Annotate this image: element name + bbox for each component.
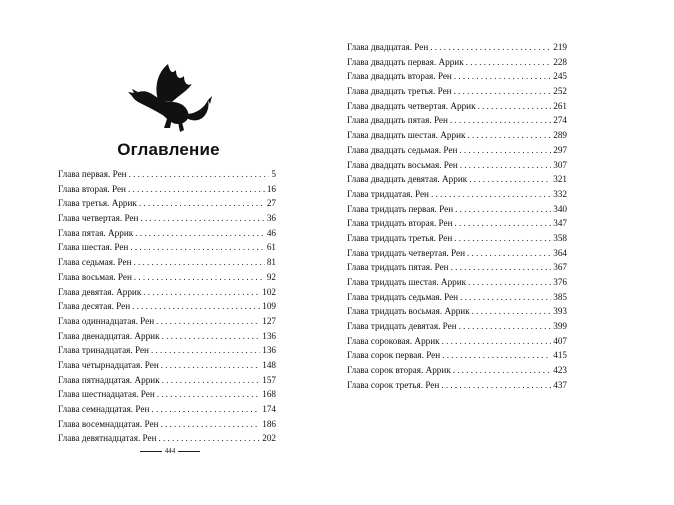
toc-entry[interactable] <box>347 231 567 246</box>
dot-leader <box>460 290 551 305</box>
chapter-label: Глава девятнадцатая. Рен <box>58 433 157 444</box>
dot-leader <box>140 211 264 226</box>
chapter-label: Глава тридцать четвертая. Рен <box>347 247 466 258</box>
toc-entry[interactable] <box>347 128 567 143</box>
page-number: 332 <box>553 188 567 199</box>
toc-entry[interactable] <box>58 358 276 373</box>
page-number: 252 <box>553 86 567 97</box>
dot-leader <box>161 417 261 432</box>
dot-leader <box>472 304 552 319</box>
chapter-label: Глава восьмая. Рен <box>58 271 132 282</box>
toc-entry[interactable] <box>347 275 567 290</box>
page-number: 136 <box>262 345 276 356</box>
toc-entry[interactable] <box>58 417 276 432</box>
dot-leader <box>134 255 265 270</box>
toc-entry[interactable] <box>347 143 567 158</box>
folio-number: 444 <box>164 447 176 455</box>
page-number: 358 <box>553 232 567 243</box>
toc-entry[interactable] <box>58 211 276 226</box>
page-number: 385 <box>553 291 567 302</box>
dot-leader <box>162 373 261 388</box>
chapter-label: Глава двадцать восьмая. Рен <box>347 159 458 170</box>
chapter-label: Глава тридцать третья. Рен <box>347 232 453 243</box>
dot-leader <box>134 270 265 285</box>
toc-entry[interactable] <box>347 187 567 202</box>
chapter-label: Глава тридцать шестая. Аррик <box>347 277 467 287</box>
page-number: 16 <box>266 183 276 194</box>
toc-entry[interactable] <box>347 334 567 349</box>
toc-entry[interactable] <box>347 172 567 187</box>
dot-leader <box>459 319 552 334</box>
dot-leader <box>454 84 552 99</box>
chapter-label: Глава четырнадцатая. Рен <box>58 359 159 370</box>
page-number: 228 <box>553 56 567 67</box>
page-number: 109 <box>262 301 276 312</box>
toc-entry[interactable] <box>347 260 567 275</box>
page-title: Оглавление <box>117 140 220 159</box>
dot-leader <box>151 343 260 358</box>
dragon-icon <box>128 56 214 136</box>
page-number: 148 <box>262 359 276 370</box>
chapter-label: Глава двадцать четвертая. Аррик <box>347 100 476 111</box>
page-number: 127 <box>262 315 276 326</box>
toc-entry[interactable] <box>347 246 567 261</box>
page-number: 321 <box>553 174 567 185</box>
chapter-label: Глава тридцать восьмая. Аррик <box>347 306 470 317</box>
page-number: 27 <box>266 198 276 209</box>
dot-leader <box>151 402 260 417</box>
dot-leader <box>454 231 551 246</box>
toc-entry[interactable] <box>58 167 276 182</box>
chapter-label: Глава двадцать пятая. Рен <box>347 115 448 126</box>
page-number: 245 <box>553 71 567 82</box>
page-number: 376 <box>553 277 567 287</box>
toc-entry[interactable] <box>58 255 276 270</box>
dot-leader <box>128 182 265 197</box>
toc-entry[interactable] <box>347 363 567 378</box>
toc-entry[interactable] <box>347 202 567 217</box>
dot-leader <box>453 363 551 378</box>
page-number: 174 <box>262 404 276 414</box>
page-number: 367 <box>553 262 567 273</box>
page-number: 289 <box>553 130 567 141</box>
page-number: 157 <box>262 374 276 385</box>
toc-entry[interactable] <box>347 158 567 173</box>
chapter-label: Глава сорок вторая. Аррик <box>347 365 451 376</box>
page-number: 307 <box>553 159 567 170</box>
toc-entry[interactable] <box>347 69 567 84</box>
toc-entry[interactable] <box>347 113 567 128</box>
page-number: 102 <box>262 286 276 297</box>
toc-entry[interactable] <box>347 319 567 334</box>
toc-entry[interactable] <box>58 343 276 358</box>
chapter-label: Глава тридцать седьмая. Рен <box>347 291 459 302</box>
page-number: 81 <box>266 257 276 268</box>
toc-list-left <box>58 167 276 446</box>
chapter-label: Глава пятнадцатая. Аррик <box>58 374 160 385</box>
right-page <box>337 0 674 505</box>
dot-leader <box>442 334 552 349</box>
chapter-label: Глава двадцать седьмая. Рен <box>347 144 458 155</box>
chapter-label: Глава двадцать третья. Рен <box>347 86 452 97</box>
dot-leader <box>156 314 260 329</box>
toc-entry[interactable] <box>58 329 276 344</box>
page-number: 437 <box>553 379 567 390</box>
chapter-label: Глава двадцать вторая. Рен <box>347 71 452 82</box>
dot-leader <box>459 143 551 158</box>
page-number: 136 <box>262 330 276 341</box>
chapter-label: Глава седьмая. Рен <box>58 257 132 268</box>
chapter-label: Глава третья. Аррик <box>58 198 137 209</box>
chapter-label: Глава шестая. Рен <box>58 242 129 253</box>
dot-leader <box>455 216 552 231</box>
chapter-label: Глава сорок первая. Рен <box>347 350 441 361</box>
dot-leader <box>478 99 552 114</box>
page-number: 399 <box>553 321 567 332</box>
dot-leader <box>455 202 551 217</box>
page-number: 347 <box>553 218 567 229</box>
chapter-label: Глава сорок третья. Рен <box>347 379 440 390</box>
toc-entry[interactable] <box>347 55 567 70</box>
dot-leader <box>431 187 551 202</box>
chapter-label: Глава семнадцатая. Рен <box>58 404 150 414</box>
folio <box>130 444 210 458</box>
dot-leader <box>135 226 265 241</box>
dot-leader <box>450 113 551 128</box>
toc-entry[interactable] <box>347 348 567 363</box>
toc-entry[interactable] <box>58 226 276 241</box>
chapter-label: Глава шестнадцатая. Рен <box>58 389 155 400</box>
chapter-label: Глава тридцать девятая. Рен <box>347 321 457 332</box>
chapter-label: Глава десятая. Рен <box>58 301 131 312</box>
page-number: 36 <box>266 213 276 224</box>
dot-leader <box>162 329 261 344</box>
page-number: 202 <box>262 433 276 444</box>
dot-leader <box>132 299 260 314</box>
page-number: 61 <box>266 242 276 253</box>
dot-leader <box>451 260 552 275</box>
chapter-label: Глава двадцать шестая. Аррик <box>347 130 466 141</box>
page-number: 168 <box>262 389 276 400</box>
toc-entry[interactable] <box>58 387 276 402</box>
dot-leader <box>454 69 551 84</box>
toc-entry[interactable] <box>347 290 567 305</box>
toc-entry[interactable] <box>347 84 567 99</box>
dot-leader <box>467 128 551 143</box>
toc-entry[interactable] <box>58 240 276 255</box>
dot-leader <box>143 285 260 300</box>
dot-leader <box>467 246 551 261</box>
chapter-label: Глава пятая. Аррик <box>58 227 134 238</box>
chapter-label: Глава тринадцатая. Рен <box>58 345 149 356</box>
page-number: 46 <box>266 227 276 238</box>
toc-entry[interactable] <box>347 378 567 393</box>
folio-rule <box>140 451 162 452</box>
toc-entry[interactable] <box>58 373 276 388</box>
page-number: 423 <box>553 365 567 376</box>
toc-entry[interactable] <box>58 299 276 314</box>
dot-leader <box>139 196 265 211</box>
folio-rule <box>178 451 200 452</box>
dot-leader <box>161 358 260 373</box>
chapter-label: Глава девятая. Аррик <box>58 286 142 297</box>
page-number: 364 <box>553 247 567 258</box>
chapter-label: Глава двадцать девятая. Аррик <box>347 174 468 185</box>
toc-entry[interactable] <box>58 402 276 417</box>
page-number: 261 <box>553 100 567 111</box>
toc-entry[interactable] <box>347 304 567 319</box>
chapter-label: Глава двенадцатая. Аррик <box>58 330 160 341</box>
dot-leader <box>130 240 264 255</box>
toc-entry[interactable] <box>58 270 276 285</box>
toc-list-right <box>347 40 567 393</box>
dot-leader <box>442 348 551 363</box>
page-number: 274 <box>553 115 567 126</box>
page-number: 407 <box>553 335 567 346</box>
page-number: 297 <box>553 144 567 155</box>
toc-entry[interactable] <box>347 216 567 231</box>
dot-leader <box>468 275 551 290</box>
page-number: 340 <box>553 203 567 214</box>
toc-entry[interactable] <box>58 196 276 211</box>
toc-entry[interactable] <box>58 182 276 197</box>
dot-leader <box>469 172 551 187</box>
chapter-label: Глава первая. Рен <box>58 169 127 179</box>
chapter-label: Глава четвертая. Рен <box>58 213 139 224</box>
chapter-label: Глава двадцать первая. Аррик <box>347 56 464 67</box>
chapter-label: Глава вторая. Рен <box>58 183 126 194</box>
chapter-label: Глава сороковая. Аррик <box>347 335 440 346</box>
toc-entry[interactable] <box>347 40 567 55</box>
chapter-label: Глава восемнадцатая. Рен <box>58 418 159 429</box>
dot-leader <box>157 387 260 402</box>
page-number: 92 <box>266 271 276 282</box>
page-number: 219 <box>553 42 567 52</box>
chapter-label: Глава тридцать вторая. Рен <box>347 218 453 229</box>
chapter-label: Глава тридцатая. Рен <box>347 188 429 199</box>
chapter-label: Глава тридцать первая. Рен <box>347 203 454 214</box>
page-number: 5 <box>271 169 276 179</box>
chapter-label: Глава одиннадцатая. Рен <box>58 315 155 326</box>
toc-entry[interactable] <box>58 314 276 329</box>
dot-leader <box>129 167 270 182</box>
chapter-label: Глава двадцатая. Рен <box>347 42 429 52</box>
chapter-label: Глава тридцать пятая. Рен <box>347 262 449 273</box>
dot-leader <box>430 40 551 55</box>
dot-leader <box>460 158 551 173</box>
dot-leader <box>441 378 551 393</box>
page-number: 393 <box>553 306 567 317</box>
page-number: 186 <box>262 418 276 429</box>
toc-entry[interactable] <box>58 285 276 300</box>
toc-entry[interactable] <box>347 99 567 114</box>
dot-leader <box>466 55 552 70</box>
page-number: 415 <box>553 350 567 361</box>
